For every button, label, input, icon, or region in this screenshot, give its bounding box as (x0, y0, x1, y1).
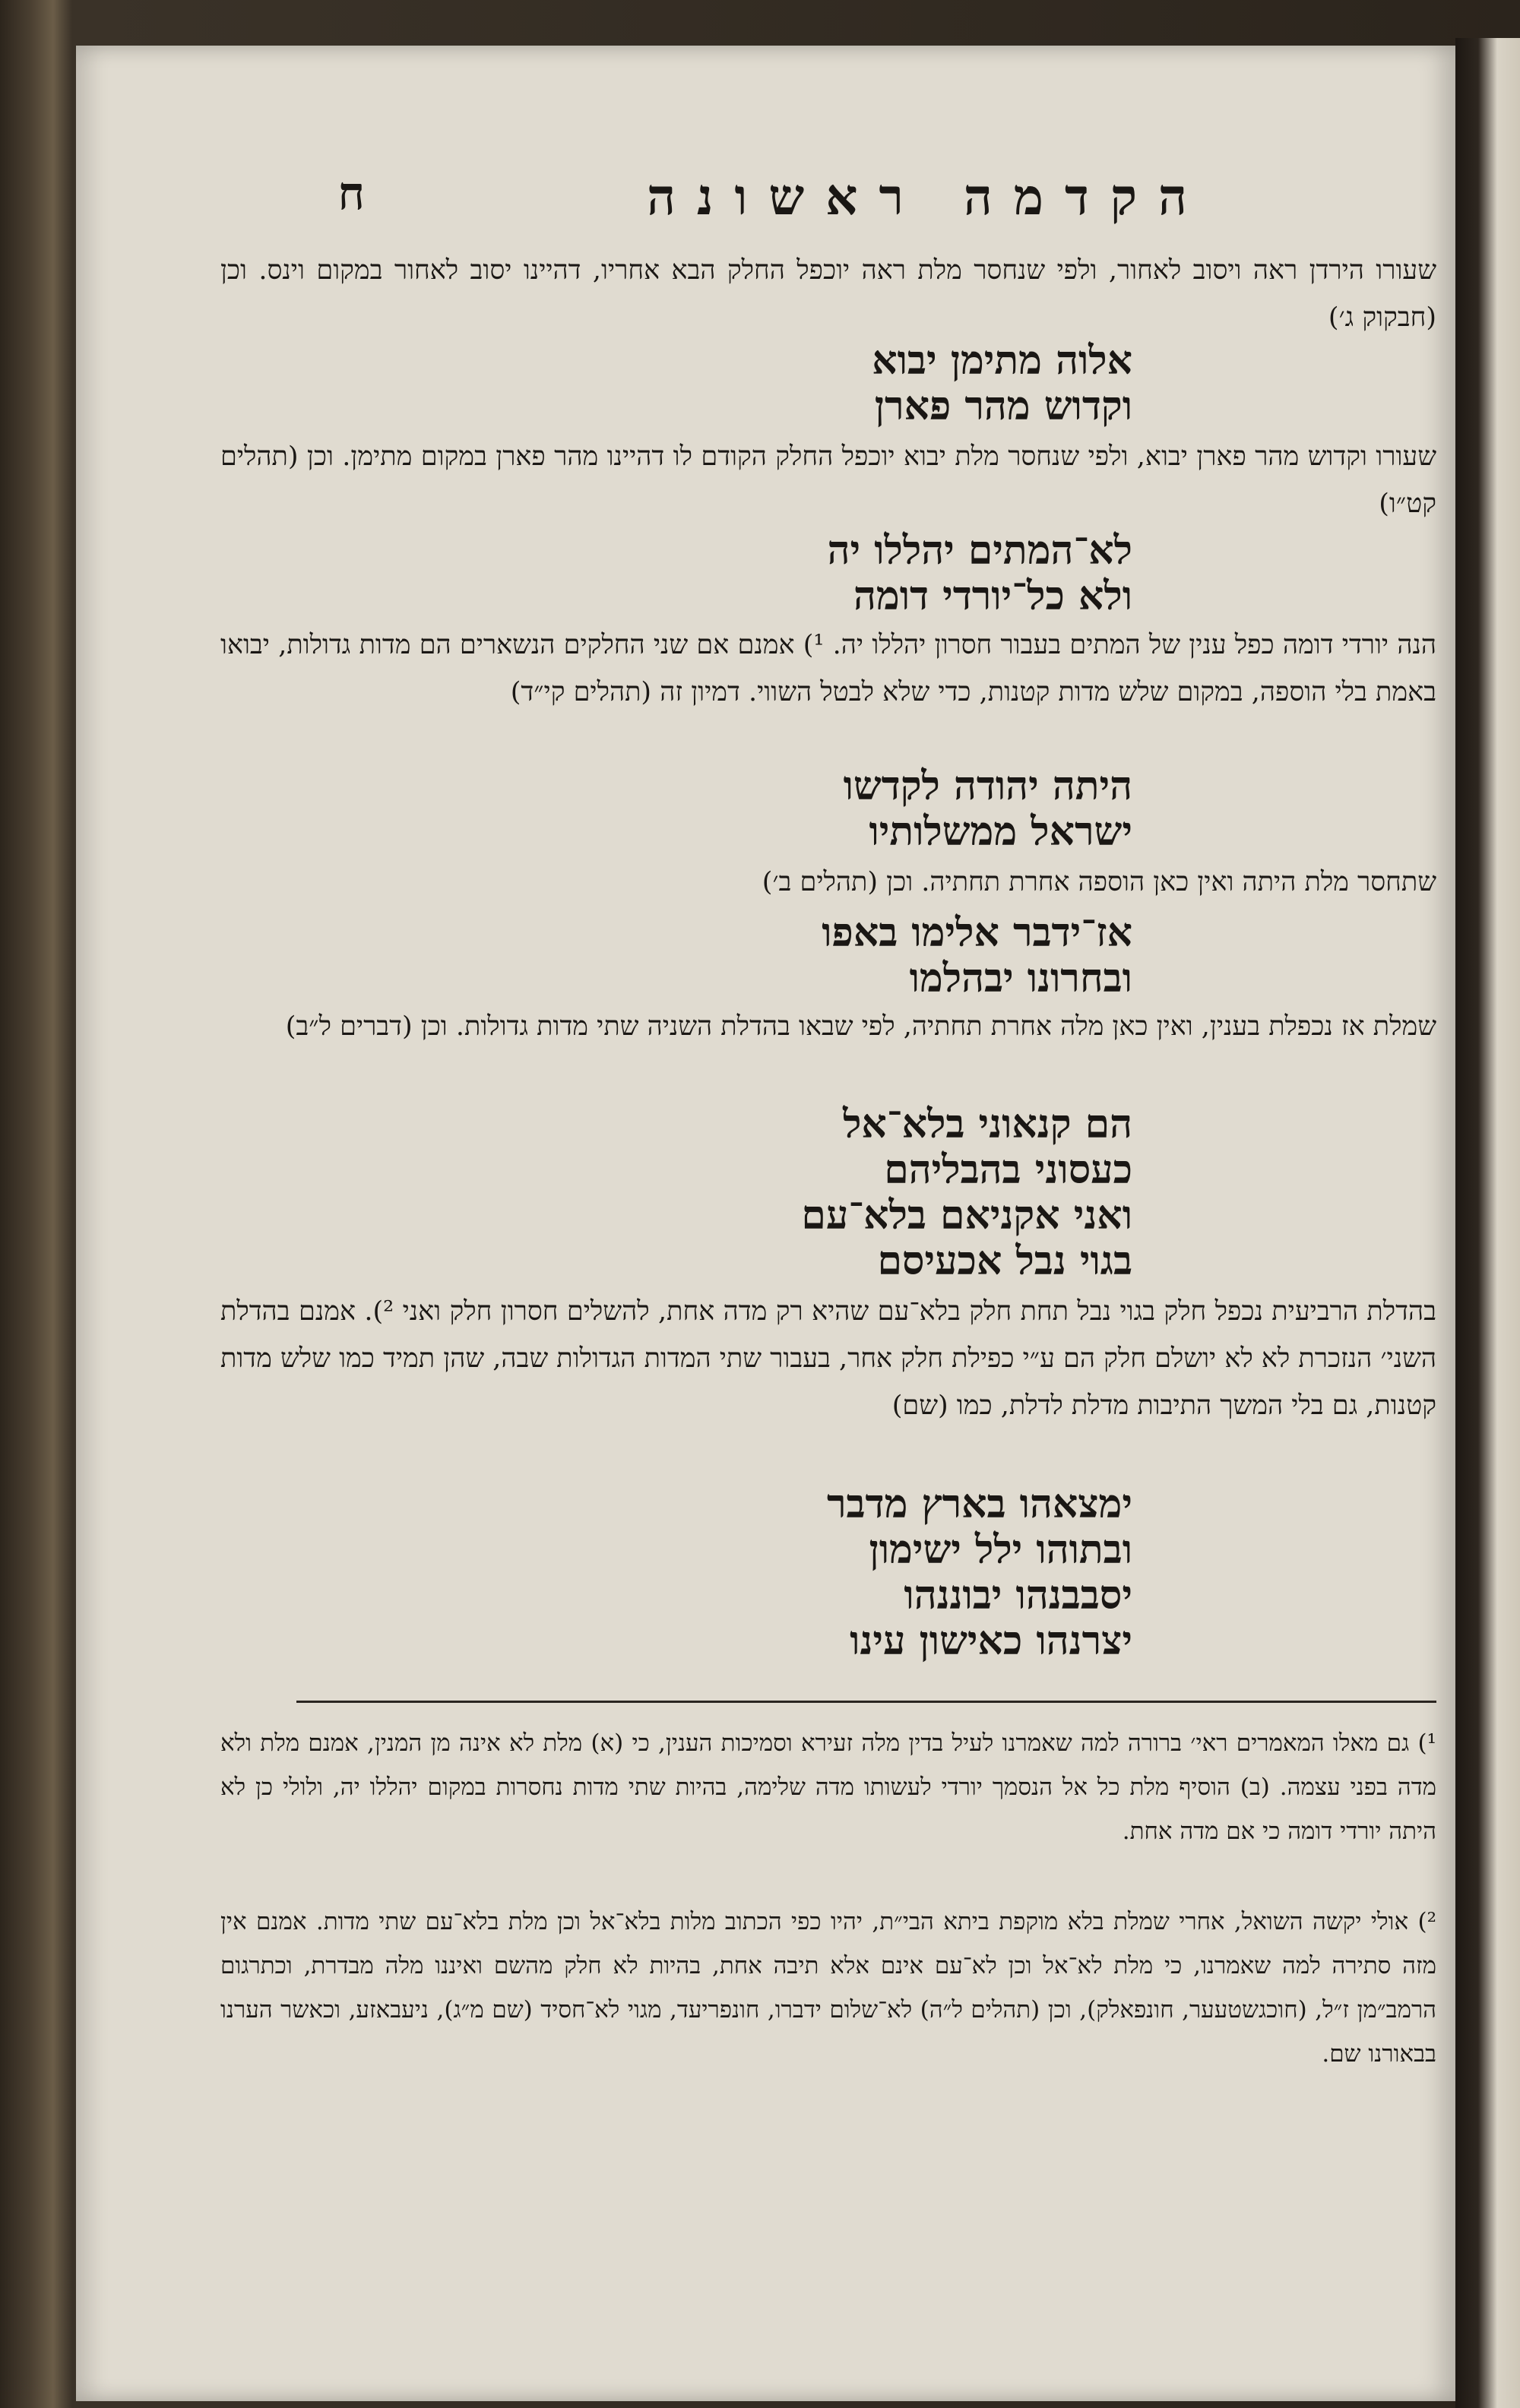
footnote: ²) אולי יקשה השואל, אחרי שמלת בלא מוקפת ביתא הבי״ת, יהיו כפי הכתוב מלות בלא־אל וכן מלת בלא־עם שתי מדות. אמנם אין מזה סתירה למה שאמרנו, כי מלת לא־אל וכן לא־עם אינם אלא תיבה אחת, בהיות לא חלק מהשם ואיננו מלה מבדרת, וכתרגום הרמב״מן ז״ל, (חוכגשטעער, חונפאלק), וכן (תהלים ל״ה) לא־שלום ידברו, חונפריעד, מגוי לא־חסיד (שם מ״ג), ניעבאזע, וכאשר הערנו בבאורנו שם. (220, 1908, 1436, 2068)
verse-line: יסבבנהו יבוננהו (904, 1572, 1132, 1619)
page-number: ח (337, 167, 365, 220)
verse-line: יצרנהו כאישון עינו (850, 1618, 1132, 1664)
prose-paragraph: שעורו הירדן ראה ויסוב לאחור, ולפי שנחסר מלת ראה יוכפל החלק הבא אחריו, דהיינו יסוב לאחור במקום וינס. וכן (חבקוק ג׳) (220, 255, 1436, 333)
verse-block (220, 338, 1436, 429)
verse-line: כעסוני בהבליהם (884, 1147, 1132, 1193)
verse-line: ימצאהו בארץ מדבר (826, 1481, 1132, 1527)
verse-line: אז־ידבר אלימו באפו (822, 910, 1132, 956)
footnote-divider (296, 1701, 1436, 1703)
verse-line: היתה יהודה לקדשו (843, 763, 1132, 809)
verse-line: אלוה מתימן יבוא (872, 337, 1132, 384)
verse-block (220, 764, 1436, 855)
prose-paragraph: שעורו וקדוש מהר פארן יבוא, ולפי שנחסר מלת יבוא יוכפל החלק הקודם לו דהיינו מהר פארן במקום מתימן. וכן (תהלים קט״ו) (220, 441, 1436, 519)
verse-line: ובחרונו יבהלמו (909, 955, 1132, 1001)
verse-line: וקדוש מהר פארן (874, 383, 1132, 429)
page-content (220, 114, 1436, 2356)
footnote: ¹) גם מאלו המאמרים ראי׳ ברורה למה שאמרנו לעיל בדין מלה זעירא וסמיכות הענין, כי (א) מלת לא אינה מן המנין, אמנם מלת ולא מדה בפני עצמה. (ב) הוסיף מלת כל אל הנסמך יורדי לעשותו מדה שלימה, בהיות שתי מדות נחסרות במקום יהללו יה, ולולי כן לא היתה יורדי דומה כי אם מדה אחת. (220, 1729, 1437, 1845)
verse-block (220, 1482, 1436, 1664)
verse-block (220, 910, 1436, 1001)
next-page-edge (1455, 38, 1520, 2408)
verse-line: ולא כל־יורדי דומה (853, 573, 1132, 619)
verse-block (220, 1102, 1436, 1284)
verse-line: בגוי נבל אכעיסם (877, 1238, 1132, 1284)
page-title: הקדמה ראשונה (647, 167, 1208, 226)
verse-line: ואני אקניאם בלא־עם (801, 1192, 1132, 1239)
verse-line: לא־המתים יהללו יה (827, 527, 1132, 574)
verse-line: ישראל ממשלותיו (869, 808, 1132, 855)
running-header (220, 167, 1436, 236)
verse-block (220, 528, 1436, 619)
verse-line: ובתוהו ילל ישימון (869, 1527, 1132, 1573)
prose-paragraph: הנה יורדי דומה כפל ענין של המתים בעבור חסרון יהללו יה. ¹) אמנם אם שני החלקים הנשארים הם מדות גדולות, יבואו באמת בלי הוספה, במקום שלש מדות קטנות, כדי שלא לבטל השווי. דמיון זה (תהלים קי״ד) (220, 630, 1436, 707)
prose-paragraph: בהדלת הרביעית נכפל חלק בגוי נבל תחת חלק בלא־עם שהיא רק מדה אחת, להשלים חסרון חלק ואני ²). אמנם בהדלת השני׳ הנזכרת לא לא יושלם חלק הם ע״י כפילת חלק אחר, בעבור שתי המדות הגדולות שבה, שהן תמיד כמו שלש מדות קטנות, גם בלי המשך התיבות מדלת לדלת, כמו (שם) (220, 1296, 1436, 1421)
verse-line: הם קנאוני בלא־אל (843, 1101, 1132, 1147)
prose-paragraph: שתחסר מלת היתה ואין כאן הוספה אחרת תחתיה. וכן (תהלים ב׳) (762, 867, 1436, 897)
prose-paragraph: שמלת אז נכפלת בענין, ואין כאן מלה אחרת תחתיה, לפי שבאו בהדלת השניה שתי מדות גדולות. וכן (דברים ל״ב) (285, 1011, 1436, 1042)
